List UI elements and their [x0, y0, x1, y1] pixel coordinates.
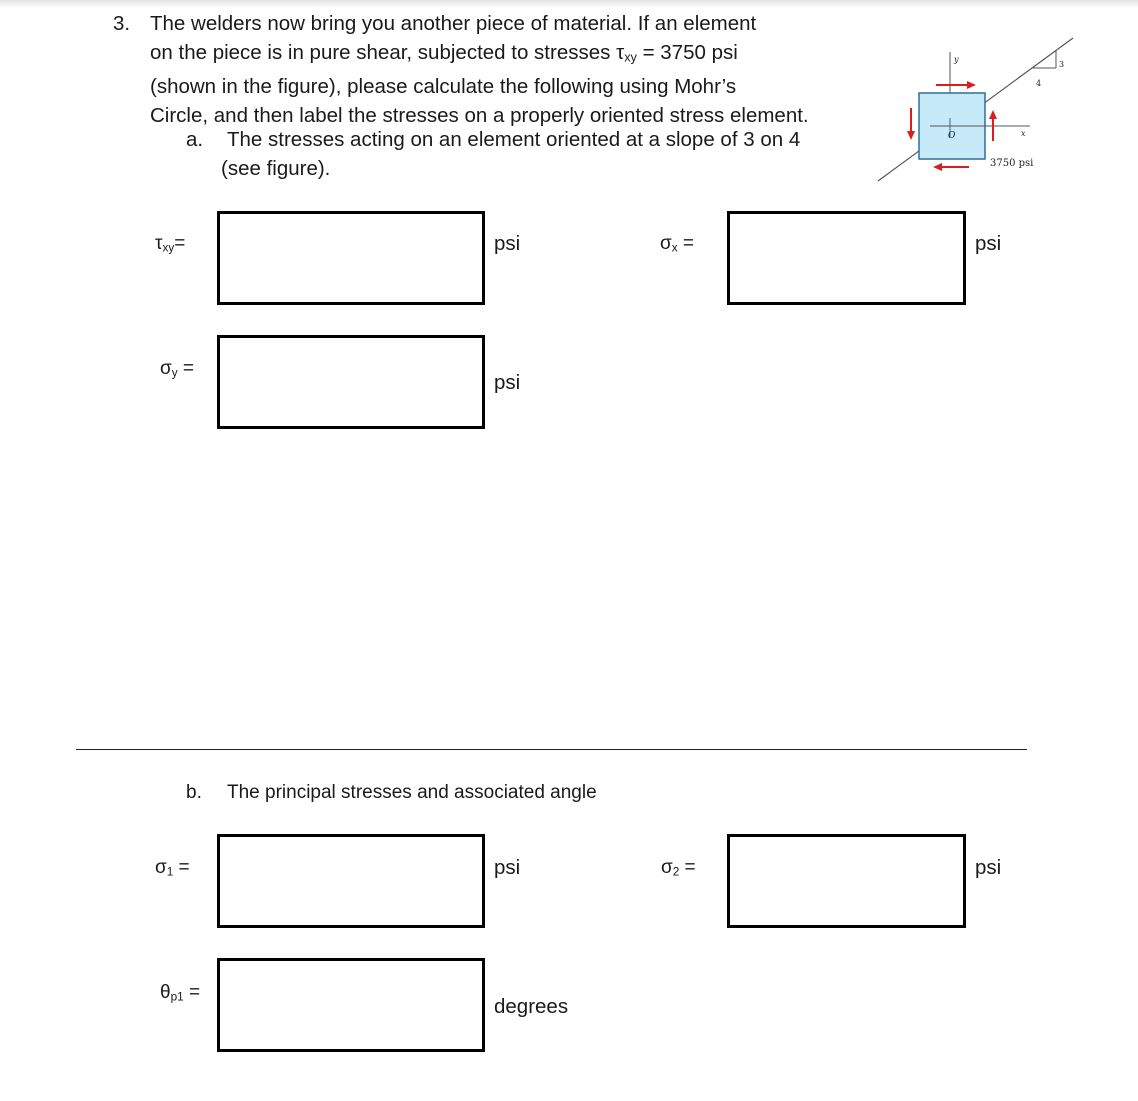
sx-label	[660, 233, 694, 255]
y-axis-label: y	[954, 55, 959, 64]
txy-input[interactable]	[217, 211, 485, 305]
tp1-subscript: p1	[170, 990, 184, 1004]
sx-symbol: σ	[660, 233, 672, 254]
sx-input[interactable]	[727, 211, 966, 305]
sx-subscript: x	[671, 241, 678, 255]
stress-magnitude-label: 3750 psi	[990, 158, 1034, 169]
question-line-3: (shown in the figure), please calculate the following using Mohr’s	[150, 74, 737, 98]
s1-label	[155, 857, 190, 879]
s1-unit: psi	[494, 856, 521, 879]
txy-equals: =	[174, 233, 186, 254]
s2-input[interactable]	[727, 834, 966, 928]
part-a-line-2: (see figure).	[221, 157, 331, 180]
s2-symbol: σ	[661, 857, 673, 878]
shear-arrow-bottom-head	[933, 163, 942, 171]
origin-label: O	[948, 131, 956, 141]
part-a-text	[221, 125, 800, 183]
sy-input[interactable]	[217, 335, 485, 429]
s2-equals: =	[679, 857, 696, 878]
txy-unit: psi	[494, 232, 521, 255]
sy-equals: =	[177, 358, 194, 379]
tp1-input[interactable]	[217, 958, 485, 1052]
tp1-equals: =	[183, 982, 201, 1003]
section-divider	[76, 749, 1027, 750]
s2-label	[661, 857, 696, 879]
s1-input[interactable]	[217, 834, 485, 928]
part-b-letter: b.	[186, 782, 202, 803]
part-a-letter: a.	[186, 128, 204, 151]
sy-unit: psi	[494, 371, 521, 394]
sx-equals: =	[677, 233, 694, 254]
sy-label	[160, 358, 194, 380]
sy-subscript: y	[171, 366, 178, 380]
txy-symbol: τ	[155, 233, 163, 254]
question-line-2-text: on the piece is in pure shear, subjected to stresses	[150, 41, 611, 64]
shear-arrow-top-head	[967, 81, 976, 89]
x-axis-label: x	[1021, 129, 1026, 138]
tau-subscript: xy	[624, 49, 637, 65]
s1-equals: =	[173, 857, 190, 878]
question-line-4: Circle, and then label the stresses on a properly oriented stress element.	[150, 103, 809, 127]
question-line-2	[150, 38, 809, 72]
question-number: 3.	[113, 12, 131, 35]
tp1-symbol: θ	[160, 982, 171, 1003]
shear-arrow-right-head	[989, 110, 997, 119]
s1-symbol: σ	[155, 857, 167, 878]
txy-subscript: xy	[162, 241, 175, 255]
s2-subscript: 2	[672, 865, 680, 879]
txy-label	[155, 233, 185, 255]
question-line-1: The welders now bring you another piece of material. If an element	[150, 12, 757, 35]
s1-subscript: 1	[166, 865, 174, 879]
part-a-line-1: The stresses acting on an element oriented at a slope of 3 on 4	[227, 128, 801, 151]
sx-unit: psi	[975, 232, 1002, 255]
slope-run-label: 4	[1036, 79, 1042, 88]
tp1-label	[160, 982, 200, 1004]
stress-element-figure	[870, 30, 1080, 190]
slope-rise-label: 3	[1059, 60, 1065, 69]
shear-arrow-left-head	[907, 131, 915, 140]
tp1-unit: degrees	[494, 995, 569, 1018]
part-b-title: The principal stresses and associated angle	[227, 782, 597, 803]
question-text	[150, 9, 809, 130]
top-shadow	[0, 0, 1138, 8]
sy-symbol: σ	[160, 358, 172, 379]
tau-symbol: τ	[616, 41, 625, 64]
s2-unit: psi	[975, 856, 1002, 879]
tau-value: = 3750 psi	[636, 41, 738, 64]
